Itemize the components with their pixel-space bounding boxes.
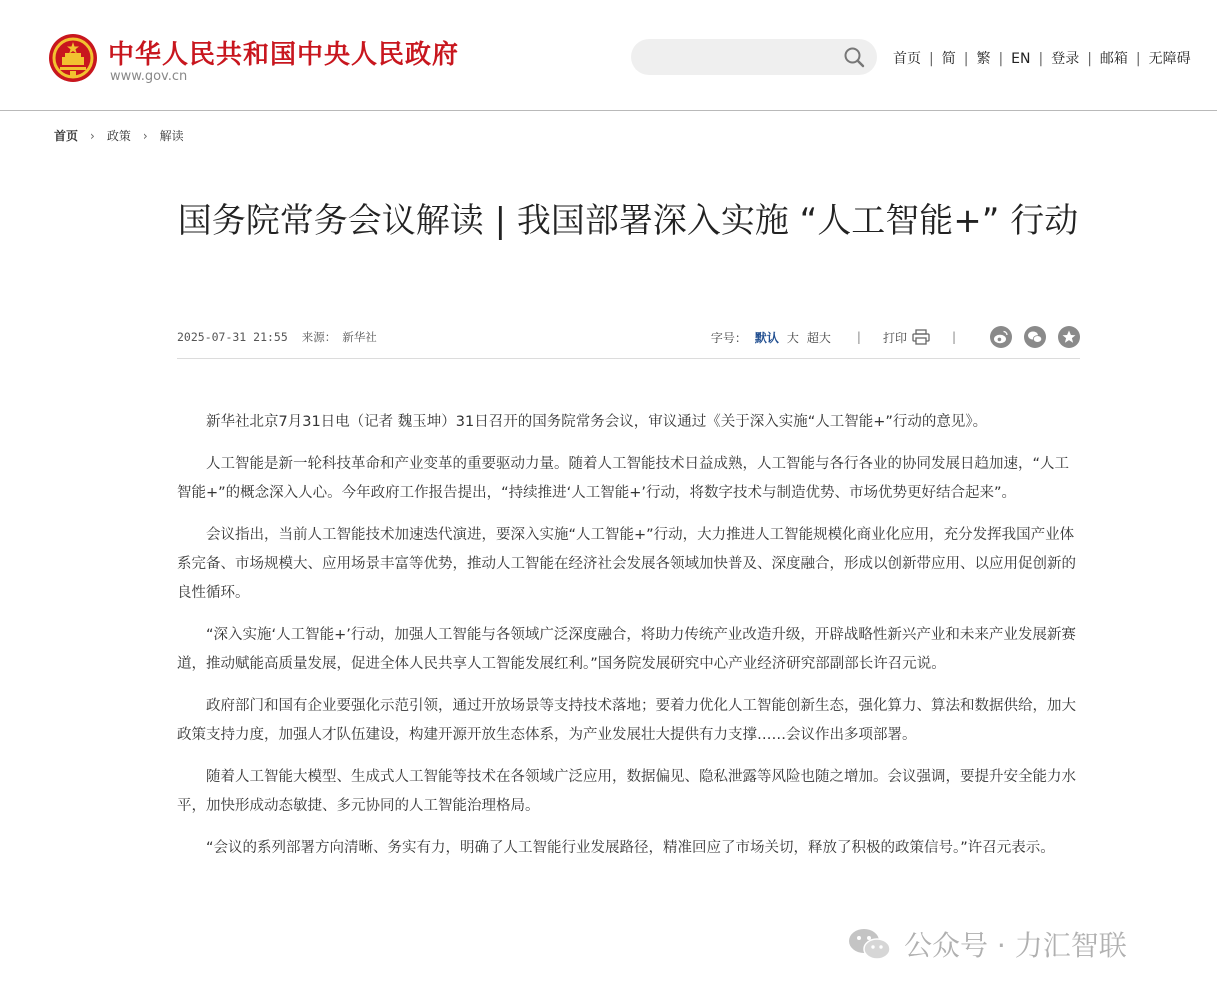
nav-traditional[interactable]: 繁 [976, 51, 991, 67]
nav-separator: | [1135, 51, 1141, 67]
search-input[interactable] [647, 47, 841, 69]
site-name[interactable]: 中华人民共和国中央人民政府 [108, 40, 460, 70]
article-title: 国务院常务会议解读 | 我国部署深入实施 “人工智能+” 行动 [177, 201, 1079, 241]
wechat-icon [846, 926, 892, 962]
article-paragraph: “会议的系列部署方向清晰、务实有力，明确了人工智能行业发展路径，精准回应了市场关切，释放了积极的政策信号。”许召元表示。 [206, 840, 1055, 856]
nav-login[interactable]: 登录 [1051, 51, 1080, 67]
article-body [177, 408, 1080, 876]
wechat-icon[interactable] [1024, 326, 1046, 348]
nav-english[interactable]: EN [1011, 51, 1031, 67]
tool-separator: | [951, 330, 956, 344]
nav-separator: | [998, 51, 1004, 67]
nav-separator: | [929, 51, 934, 67]
star-icon[interactable] [1058, 326, 1080, 348]
chevron-right-icon: › [142, 129, 148, 143]
font-size-large[interactable]: 大 [786, 330, 799, 345]
print-label: 打印 [882, 330, 907, 345]
tool-separator: | [856, 330, 861, 344]
nav-home[interactable]: 首页 [893, 51, 921, 67]
search-box [631, 39, 877, 75]
wechat-watermark [846, 922, 1127, 966]
nav-separator: | [1087, 51, 1092, 67]
weibo-icon[interactable] [990, 326, 1012, 348]
nav-simplified[interactable]: 简 [941, 51, 956, 67]
article-meta [177, 318, 1080, 359]
print-button[interactable] [883, 329, 930, 346]
article-paragraph: 会议指出，当前人工智能技术加速迭代演进，要深入实施“人工智能+”行动，大力推进人工智能规模化商业化应用，充分发挥我国产业体系完备、市场规模大、应用场景丰富等优势，推动人工智能在经济社会发展各领域加快普及、深度融合，形成以创新带应用、以应用促创新的良性循环。 [177, 527, 1076, 601]
site-domain: www.gov.cn [110, 69, 188, 84]
breadcrumb-interpretation[interactable]: 解读 [159, 129, 184, 143]
printer-icon [912, 329, 930, 345]
search-icon[interactable] [843, 46, 865, 68]
breadcrumb [54, 127, 184, 144]
chevron-right-icon: › [90, 129, 95, 143]
article-paragraph: 新华社北京7月31日电（记者 魏玉坤）31日召开的国务院常务会议，审议通过《关于深入实施“人工智能+”行动的意见》。 [206, 414, 988, 430]
source-label: 来源： [301, 330, 337, 344]
nav-separator: | [963, 51, 969, 67]
font-size-default[interactable]: 默认 [754, 330, 779, 345]
font-size-label: 字号： [710, 330, 747, 345]
article-paragraph: 政府部门和国有企业要强化示范引领，通过开放场景等支持技术落地；要着力优化人工智能创新生态，强化算力、算法和数据供给，加大政策支持力度，加强人才队伍建设，构建开源开放生态体系，为产业发展壮大提供有力支撑……会议作出多项部署。 [177, 698, 1076, 743]
national-emblem-icon[interactable] [48, 33, 98, 83]
nav-mail[interactable]: 邮箱 [1099, 51, 1128, 67]
site-header [0, 0, 1217, 111]
breadcrumb-home[interactable]: 首页 [54, 129, 79, 143]
article-paragraph: 人工智能是新一轮科技革命和产业变革的重要驱动力量。随着人工智能技术日益成熟，人工智能与各行各业的协同发展日趋加速，“人工智能+”的概念深入人心。今年政府工作报告提出，“持续推进‘人工智能+’行动，将数字技术与制造优势、市场优势更好结合起来”。 [177, 456, 1070, 501]
nav-separator: | [1038, 51, 1044, 67]
font-size-xlarge[interactable]: 超大 [806, 330, 831, 345]
article-paragraph: “深入实施‘人工智能+’行动，加强人工智能与各领域广泛深度融合，将助力传统产业改造升级，开辟战略性新兴产业和未来产业发展新赛道，推动赋能高质量发展，促进全体人民共享人工智能发展红利。”国务院发展研究中心产业经济研究部副部长许召元说。 [177, 627, 1076, 672]
top-nav [893, 48, 1191, 68]
meta-info [177, 329, 377, 345]
breadcrumb-policy[interactable]: 政策 [106, 129, 131, 143]
article-paragraph: 随着人工智能大模型、生成式人工智能等技术在各领域广泛应用，数据偏见、隐私泄露等风险也随之增加。会议强调，要提升安全能力水平，加快形成动态敏捷、多元协同的人工智能治理格局。 [177, 769, 1076, 814]
publish-date: 2025-07-31 21:55 [177, 330, 288, 344]
source-value: 新华社 [342, 330, 377, 344]
nav-accessibility[interactable]: 无障碍 [1148, 51, 1191, 67]
watermark-text: 公众号 · 力汇智联 [904, 929, 1127, 962]
article-tools [711, 324, 1080, 350]
